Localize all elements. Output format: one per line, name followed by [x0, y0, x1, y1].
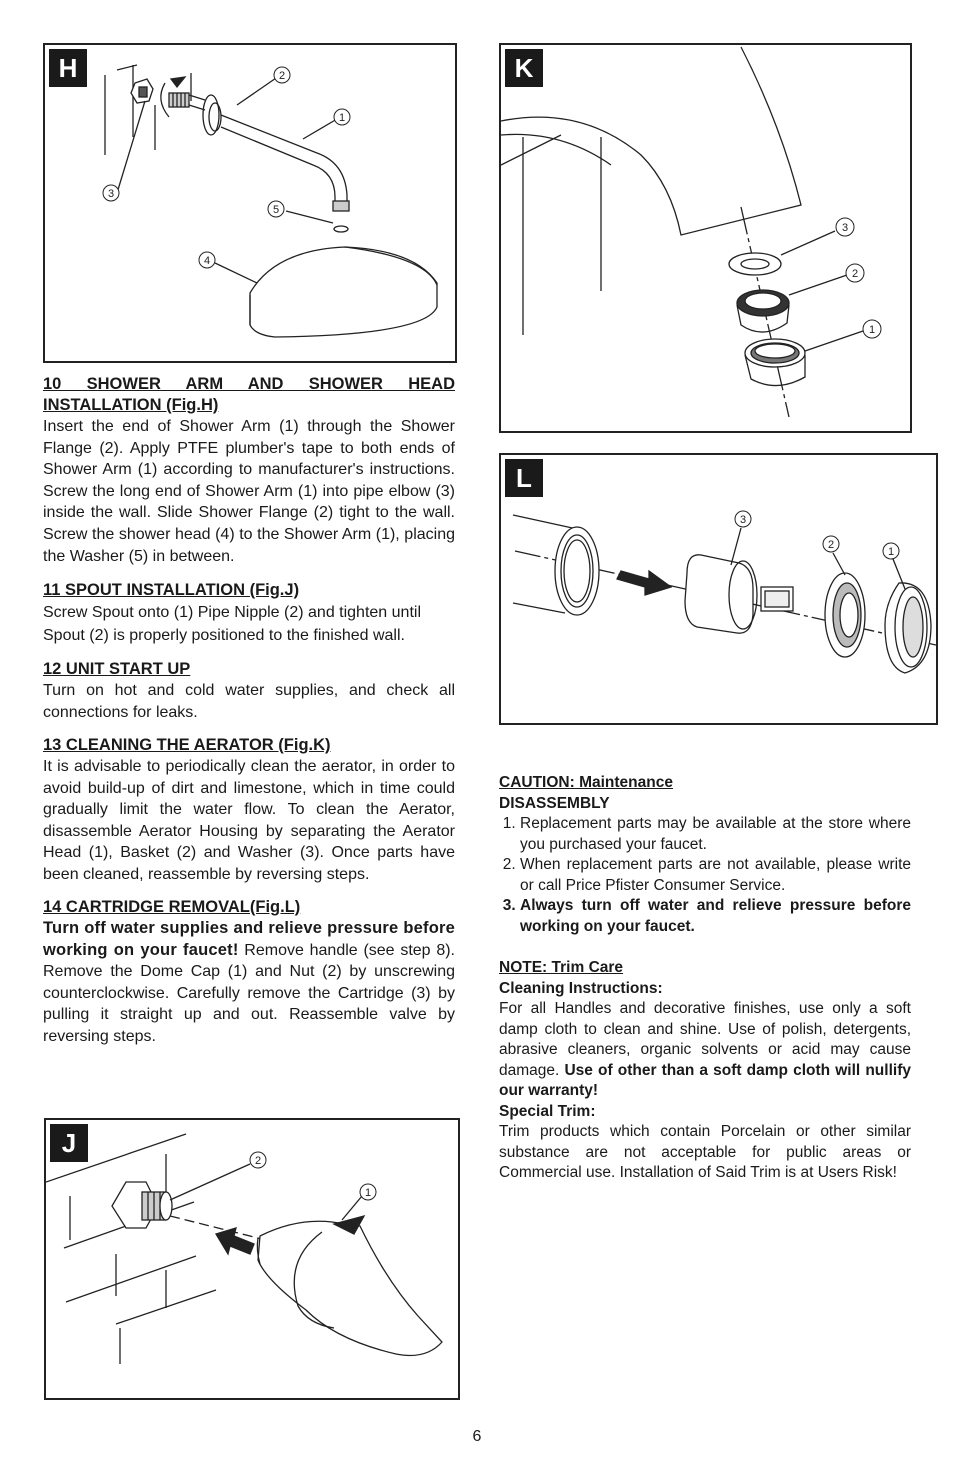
section-11-line1: Screw Spout onto (1) Pipe Nipple (2) and tighten until: [43, 604, 421, 621]
caution-subheading: DISASSEMBLY: [499, 794, 610, 812]
figure-j-illustration: [46, 1120, 458, 1398]
callout-1: 1: [868, 324, 876, 336]
cleaning-warning: Use of other than a soft damp cloth will nullify our warranty!: [499, 1061, 911, 1099]
callout-2: 2: [254, 1155, 262, 1167]
note-section: [499, 958, 911, 1184]
section-14: [43, 897, 455, 1048]
callout-1: 1: [887, 546, 895, 558]
special-trim-heading: Special Trim:: [499, 1102, 596, 1120]
note-heading: NOTE: Trim Care: [499, 959, 624, 976]
cleaning-body-block: [499, 999, 911, 1102]
callout-5: 5: [272, 204, 280, 216]
section-14-body: Remove handle (see step 8). Remove the Dome Cap (1) and Nut (2) by unscrewing counterclockwise. Carefully remove the Cartridge (3) by pulling it straight up and out. Reassemble valve by reversing steps.: [43, 941, 455, 1045]
section-12: [43, 659, 455, 723]
figure-h: [43, 43, 457, 363]
page-number: 6: [472, 1428, 482, 1445]
callout-3: 3: [739, 514, 747, 526]
callout-2: 2: [827, 539, 835, 551]
section-14-heading: 14 CARTRIDGE REMOVAL(Fig.L): [43, 898, 301, 916]
callout-2: 2: [278, 70, 286, 82]
cleaning-body: For all Handles and decorative finishes, use only a soft damp cloth to clean and shine. Use of polish, detergents, abrasive cleaners, organic solvents or acid may cause damage.: [499, 1000, 911, 1079]
section-10: [43, 374, 455, 567]
callout-2: 2: [851, 268, 859, 280]
callout-1: 1: [338, 112, 346, 124]
caution-item-3: 3. Always turn off water and relieve pressure before working on your faucet.: [520, 896, 911, 937]
section-14-warning: Turn off water supplies and relieve pressure before working on your faucet!: [43, 919, 455, 959]
caution-item-2: 2. When replacement parts are not available, please write or call Price Pfister Consumer Service.: [520, 855, 911, 896]
section-13-heading: 13 CLEANING THE AERATOR (Fig.K): [43, 736, 331, 754]
caution-item-1: 1. Replacement parts may be available at the store where you purchased your faucet.: [520, 814, 911, 855]
section-14-body-block: [43, 918, 455, 1048]
section-13: [43, 735, 455, 886]
figure-j: [44, 1118, 460, 1400]
figure-k-illustration: [501, 45, 910, 431]
figure-l: [499, 453, 938, 725]
figure-j-label: J: [50, 1124, 88, 1162]
figure-k-label: K: [505, 49, 543, 87]
section-10-heading-line1: 10 SHOWER ARM AND SHOWER HEAD: [43, 375, 455, 393]
caution-list: [499, 814, 911, 937]
figure-k: [499, 43, 912, 433]
section-10-body: Insert the end of Shower Arm (1) through the Shower Flange (2). Apply PTFE plumber's tape to both ends of Shower Arm (1) according to manufacturer's instructions. Screw the long end of Shower Arm (1) into pipe elbow (3) inside the wall. Slide Shower Flange (2) tight to the wall. Screw the shower head (4) to the Shower Arm (1), placing the Washer (5) in between.: [43, 418, 455, 565]
section-11-heading: 11 SPOUT INSTALLATION (Fig.J): [43, 581, 300, 599]
callout-3: 3: [841, 222, 849, 234]
section-12-heading: 12 UNIT START UP: [43, 660, 191, 678]
callout-1: 1: [364, 1187, 372, 1199]
figure-h-illustration: [45, 45, 455, 361]
callout-3: 3: [107, 188, 115, 200]
figure-h-label: H: [49, 49, 87, 87]
section-13-body: It is advisable to periodically clean the aerator, in order to avoid build-up of dirt and limestone, which in time could gradually limit the water flow. To clean the Aerator, disassemble Aerator Housing by separating the Aerator Head (1), Basket (2) and Washer (3). Once parts have been cleaned, reassemble by reversing steps.: [43, 758, 455, 883]
section-11-line2: Spout (2) is properly positioned to the finished wall.: [43, 627, 405, 644]
figure-l-label: L: [505, 459, 543, 497]
special-trim-body: Trim products which contain Porcelain or other similar substance are not acceptable for public areas or Commercial use. Installation of Said Trim is at Users Risk!: [499, 1123, 911, 1181]
caution-heading: CAUTION: Maintenance: [499, 774, 673, 791]
caution-section: [499, 773, 911, 937]
section-12-body: Turn on hot and cold water supplies, and check all connections for leaks.: [43, 682, 455, 721]
callout-4: 4: [203, 255, 211, 267]
section-10-heading-line2: INSTALLATION (Fig.H): [43, 396, 219, 414]
cleaning-heading: Cleaning Instructions:: [499, 979, 663, 997]
section-11: [43, 580, 455, 647]
figure-l-illustration: [501, 455, 936, 723]
